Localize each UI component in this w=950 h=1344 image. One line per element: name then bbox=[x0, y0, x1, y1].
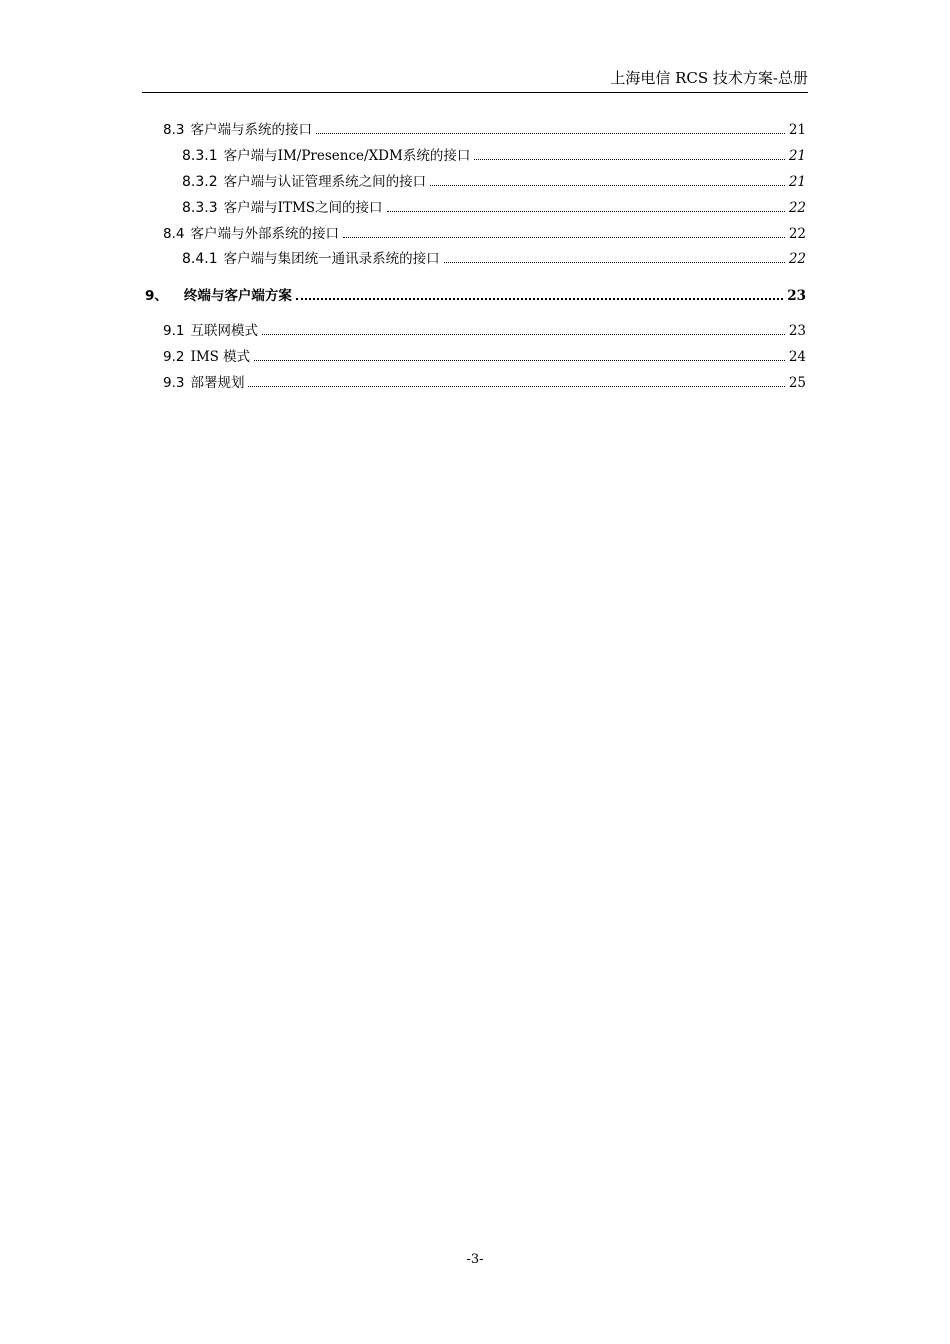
page-header bbox=[142, 68, 808, 93]
toc-entry-title: 客户端与ITMS之间的接口 bbox=[223, 200, 383, 216]
toc-leader bbox=[296, 297, 783, 300]
toc-leader bbox=[387, 210, 785, 212]
toc-entry-number: 9.3 bbox=[163, 375, 185, 391]
toc-entry-number: 9、 bbox=[145, 288, 168, 304]
toc-entry-page: 21 bbox=[788, 122, 806, 138]
toc-entry[interactable] bbox=[163, 345, 806, 365]
toc-entry-page: 22 bbox=[788, 226, 806, 242]
toc-entry-page: 25 bbox=[788, 375, 806, 391]
toc-entry[interactable] bbox=[182, 247, 806, 267]
toc-entry-number: 8.3.2 bbox=[182, 174, 218, 190]
toc-entry-page: 21 bbox=[788, 148, 806, 164]
toc-leader bbox=[262, 333, 785, 335]
toc-entry[interactable] bbox=[182, 196, 806, 216]
toc-entry-page: 22 bbox=[788, 200, 806, 216]
toc-entry[interactable] bbox=[182, 144, 806, 164]
toc-entry-number: 8.3.3 bbox=[182, 200, 218, 216]
toc-entry-title: 客户端与集团统一通讯录系统的接口 bbox=[223, 251, 440, 267]
toc-entry-page: 24 bbox=[788, 349, 806, 365]
toc-entry-title: 客户端与外部系统的接口 bbox=[190, 226, 339, 242]
toc-entry[interactable] bbox=[163, 319, 806, 339]
document-title: 上海电信 RCS 技术方案-总册 bbox=[610, 69, 808, 87]
toc-entry-page: 22 bbox=[788, 251, 806, 267]
toc-entry-title: 部署规划 bbox=[190, 375, 245, 391]
toc-entry[interactable] bbox=[163, 371, 806, 391]
toc-entry-number: 8.3 bbox=[163, 122, 185, 138]
toc-leader bbox=[248, 385, 784, 387]
toc-entry-page: 23 bbox=[787, 288, 806, 304]
toc-entry-number: 9.2 bbox=[163, 349, 185, 365]
toc-leader bbox=[444, 261, 785, 263]
toc-entry[interactable] bbox=[163, 118, 806, 138]
toc-leader bbox=[430, 184, 785, 186]
toc-entry-title: 客户端与认证管理系统之间的接口 bbox=[223, 174, 427, 190]
toc-leader bbox=[254, 359, 785, 361]
toc-entry[interactable] bbox=[145, 284, 806, 304]
toc-leader bbox=[474, 158, 784, 160]
toc-leader bbox=[316, 132, 785, 134]
toc-entry-number: 8.4 bbox=[163, 226, 185, 242]
toc-entry-title: 终端与客户端方案 bbox=[183, 288, 292, 304]
toc-entry[interactable] bbox=[182, 170, 806, 190]
toc-entry-number: 8.3.1 bbox=[182, 148, 218, 164]
toc-entry-number: 8.4.1 bbox=[182, 251, 218, 267]
page-footer bbox=[0, 1252, 950, 1267]
toc-entry-title: 客户端与IM/Presence/XDM系统的接口 bbox=[223, 148, 471, 164]
toc-entry-title: 互联网模式 bbox=[190, 323, 258, 339]
toc-leader bbox=[343, 236, 785, 238]
toc-entry-title: 客户端与系统的接口 bbox=[190, 122, 312, 138]
toc-entry-number: 9.1 bbox=[163, 323, 185, 339]
toc-entry-title: IMS 模式 bbox=[190, 349, 251, 365]
toc-entry-page: 21 bbox=[788, 174, 806, 190]
toc-entry-page: 23 bbox=[788, 323, 806, 339]
page-number: -3- bbox=[466, 1252, 484, 1267]
toc-entry[interactable] bbox=[163, 222, 806, 242]
